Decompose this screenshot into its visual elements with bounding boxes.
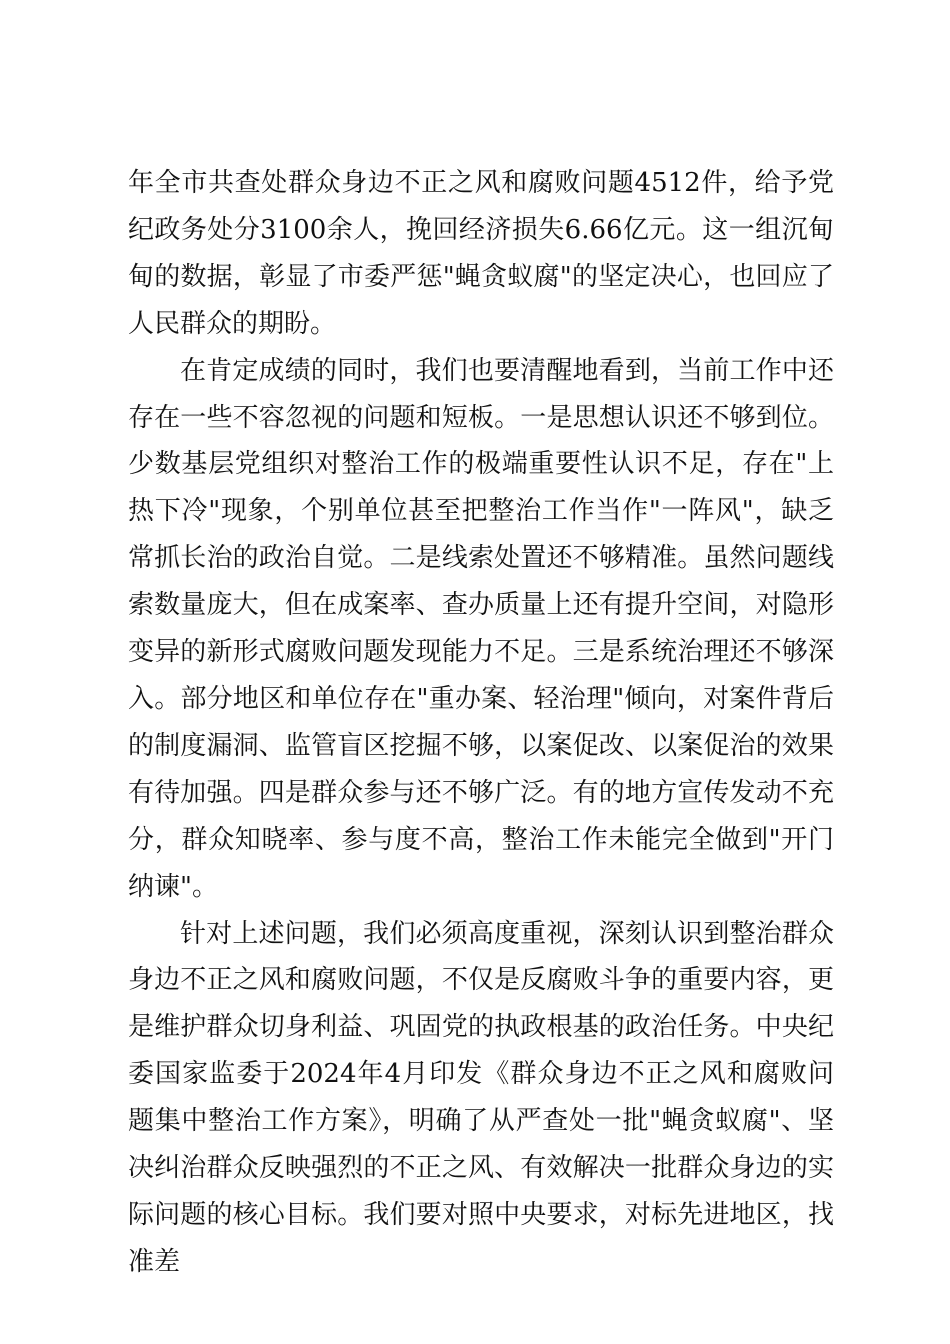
paragraph-requirements: 针对上述问题，我们必须高度重视，深刻认识到整治群众身边不正之风和腐败问题，不仅是反腐败斗争的重要内容，更是维护群众切身利益、巩固党的执政根基的政治任务。中央纪委国家监委于2024年4月印发《群众身边不正之风和腐败问题集中整治工作方案》，明确了从严查处一批"蝇贪蚁腐"、坚决纠治群众反映强烈的不正之风、有效解决一批群众身边的实际问题的核心目标。我们要对照中央要求，对标先进地区，找准差 bbox=[128, 918, 834, 1277]
paragraph-problems: 在肯定成绩的同时，我们也要清醒地看到，当前工作中还存在一些不容忽视的问题和短板。一是思想认识还不够到位。少数基层党组织对整治工作的极端重要性认识不足，存在"上热下冷"现象，个别单位甚至把整治工作当作"一阵风"，缺乏常抓长治的政治自觉。二是线索处置还不够精准。虽然问题线索数量庞大，但在成案率、查办质量上还有提升空间，对隐形变异的新形式腐败问题发现能力不足。三是系统治理还不够深入。部分地区和单位存在"重办案、轻治理"倾向，对案件背后的制度漏洞、监管盲区挖掘不够，以案促改、以案促治的效果有待加强。四是群众参与还不够广泛。有的地方宣传发动不充分，群众知晓率、参与度不高，整治工作未能完全做到"开门纳谏"。 bbox=[128, 355, 834, 902]
paragraph-statistics: 年全市共查处群众身边不正之风和腐败问题4512件，给予党纪政务处分3100余人，挽回经济损失6.66亿元。这一组沉甸甸的数据，彰显了市委严惩"蝇贪蚁腐"的坚定决心，也回应了人民群众的期盼。 bbox=[128, 168, 834, 339]
document-body bbox=[128, 160, 834, 1286]
